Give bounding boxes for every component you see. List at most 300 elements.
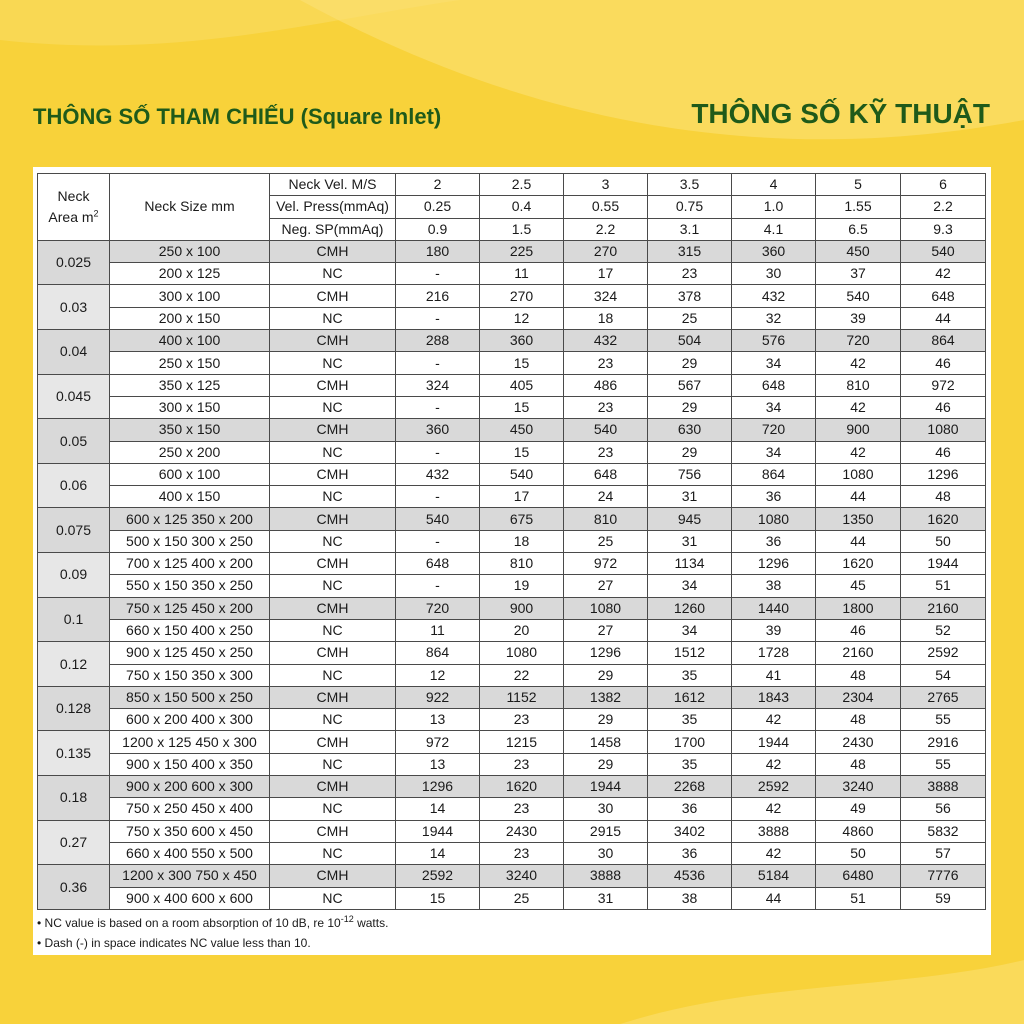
table-row — [38, 597, 986, 619]
value-cell: 42 — [816, 352, 901, 374]
value-cell: 42 — [732, 798, 816, 820]
value-cell: 540 — [564, 419, 648, 441]
neck-area-cell: 0.12 — [38, 642, 110, 687]
value-cell: 29 — [648, 441, 732, 463]
neck-size-cell: 750 x 125 450 x 200 — [110, 597, 270, 619]
value-cell: 324 — [396, 374, 480, 396]
value-cell: 1080 — [901, 419, 986, 441]
value-cell: 25 — [480, 887, 564, 909]
neck-size-cell: 400 x 150 — [110, 486, 270, 508]
value-cell: 29 — [564, 753, 648, 775]
value-cell: 29 — [564, 664, 648, 686]
footnote-dash: • Dash (-) in space indicates NC value less than 10. — [37, 936, 311, 950]
neck-area-header-line1: Neck — [57, 187, 90, 204]
type-cell: CMH — [270, 820, 396, 842]
value-cell: 25 — [648, 307, 732, 329]
value-cell: 45 — [816, 575, 901, 597]
type-cell: CMH — [270, 686, 396, 708]
type-cell: CMH — [270, 776, 396, 798]
neck-area-header-line2: Area $m^2$ — [48, 208, 99, 225]
type-cell: NC — [270, 753, 396, 775]
type-cell: NC — [270, 486, 396, 508]
type-cell: NC — [270, 619, 396, 641]
value-cell: 648 — [564, 463, 648, 485]
value-cell: 1944 — [396, 820, 480, 842]
value-cell: 41 — [732, 664, 816, 686]
header-cell: 2.2 — [901, 196, 986, 218]
value-cell: 13 — [396, 753, 480, 775]
footnotes — [37, 913, 388, 953]
value-cell: 5184 — [732, 865, 816, 887]
value-cell: 2268 — [648, 776, 732, 798]
value-cell: 720 — [396, 597, 480, 619]
value-cell: 34 — [732, 441, 816, 463]
value-cell: 324 — [564, 285, 648, 307]
value-cell: 378 — [648, 285, 732, 307]
value-cell: 4860 — [816, 820, 901, 842]
value-cell: 3240 — [480, 865, 564, 887]
header-cell: 0.55 — [564, 196, 648, 218]
value-cell: 1944 — [901, 553, 986, 575]
value-cell: 270 — [480, 285, 564, 307]
value-cell: 1080 — [816, 463, 901, 485]
type-cell: CMH — [270, 374, 396, 396]
value-cell: 57 — [901, 842, 986, 864]
neck-size-cell: 300 x 150 — [110, 396, 270, 418]
value-cell: 180 — [396, 240, 480, 262]
value-cell: 225 — [480, 240, 564, 262]
header-cell: 9.3 — [901, 218, 986, 240]
spec-table — [37, 173, 986, 910]
value-cell: 7776 — [901, 865, 986, 887]
value-cell: 39 — [732, 619, 816, 641]
type-cell: NC — [270, 709, 396, 731]
value-cell: 1944 — [732, 731, 816, 753]
value-cell: 35 — [648, 709, 732, 731]
neck-size-cell: 750 x 350 600 x 450 — [110, 820, 270, 842]
type-cell: NC — [270, 441, 396, 463]
value-cell: 3888 — [901, 776, 986, 798]
value-cell: 1350 — [816, 508, 901, 530]
neck-size-cell: 750 x 150 350 x 300 — [110, 664, 270, 686]
type-cell: CMH — [270, 240, 396, 262]
header-cell: 3.1 — [648, 218, 732, 240]
value-cell: 56 — [901, 798, 986, 820]
neck-size-cell: 200 x 150 — [110, 307, 270, 329]
value-cell: 15 — [396, 887, 480, 909]
neck-area-cell: 0.025 — [38, 240, 110, 285]
value-cell: - — [396, 530, 480, 552]
value-cell: 1080 — [480, 642, 564, 664]
value-cell: 23 — [648, 263, 732, 285]
value-cell: 675 — [480, 508, 564, 530]
value-cell: 288 — [396, 330, 480, 352]
value-cell: 46 — [901, 441, 986, 463]
header-cell: 0.75 — [648, 196, 732, 218]
header-cell: 1.55 — [816, 196, 901, 218]
value-cell: 1296 — [901, 463, 986, 485]
value-cell: 17 — [480, 486, 564, 508]
value-cell: 1944 — [564, 776, 648, 798]
value-cell: 49 — [816, 798, 901, 820]
header-cell: 0.25 — [396, 196, 480, 218]
value-cell: 13 — [396, 709, 480, 731]
table-row — [38, 441, 986, 463]
header-cell: 2.2 — [564, 218, 648, 240]
value-cell: 36 — [732, 486, 816, 508]
neck-size-cell: 660 x 400 550 x 500 — [110, 842, 270, 864]
value-cell: 30 — [564, 842, 648, 864]
neck-size-cell: 700 x 125 400 x 200 — [110, 553, 270, 575]
value-cell: 360 — [396, 419, 480, 441]
header-cell: 2.5 — [480, 174, 564, 196]
neck-size-cell: 600 x 200 400 x 300 — [110, 709, 270, 731]
value-cell: 540 — [480, 463, 564, 485]
value-cell: 900 — [480, 597, 564, 619]
reference-title: THÔNG SỐ THAM CHIẾU (Square Inlet) — [33, 104, 442, 129]
value-cell: 15 — [480, 352, 564, 374]
value-cell: 42 — [901, 263, 986, 285]
value-cell: 34 — [648, 575, 732, 597]
value-cell: 2430 — [816, 731, 901, 753]
table-row — [38, 753, 986, 775]
value-cell: 1260 — [648, 597, 732, 619]
value-cell: 15 — [480, 441, 564, 463]
value-cell: 6480 — [816, 865, 901, 887]
value-cell: 11 — [396, 619, 480, 641]
value-cell: 14 — [396, 798, 480, 820]
value-cell: 270 — [564, 240, 648, 262]
value-cell: 44 — [901, 307, 986, 329]
value-cell: 2916 — [901, 731, 986, 753]
value-cell: 486 — [564, 374, 648, 396]
value-cell: 315 — [648, 240, 732, 262]
neck-size-cell: 500 x 150 300 x 250 — [110, 530, 270, 552]
value-cell: 2592 — [732, 776, 816, 798]
value-cell: 17 — [564, 263, 648, 285]
table-row — [38, 463, 986, 485]
neck-size-cell: 1200 x 300 750 x 450 — [110, 865, 270, 887]
table-row — [38, 419, 986, 441]
value-cell: 360 — [480, 330, 564, 352]
value-cell: 864 — [901, 330, 986, 352]
value-cell: 48 — [816, 753, 901, 775]
value-cell: 540 — [901, 240, 986, 262]
value-cell: 1843 — [732, 686, 816, 708]
value-cell: 1620 — [901, 508, 986, 530]
spec-title: THÔNG SỐ KỸ THUẬT — [691, 98, 990, 129]
value-cell: - — [396, 441, 480, 463]
table-row — [38, 486, 986, 508]
value-cell: 44 — [816, 486, 901, 508]
value-cell: 1296 — [396, 776, 480, 798]
value-cell: 51 — [816, 887, 901, 909]
value-cell: - — [396, 352, 480, 374]
type-cell: CMH — [270, 865, 396, 887]
value-cell: 504 — [648, 330, 732, 352]
value-cell: 432 — [396, 463, 480, 485]
header-cell: 0.9 — [396, 218, 480, 240]
neck-area-cell: 0.135 — [38, 731, 110, 776]
neck-area-cell: 0.09 — [38, 553, 110, 598]
value-cell: 972 — [396, 731, 480, 753]
type-cell: NC — [270, 887, 396, 909]
value-cell: 55 — [901, 753, 986, 775]
value-cell: 14 — [396, 842, 480, 864]
table-row — [38, 664, 986, 686]
value-cell: 2160 — [816, 642, 901, 664]
value-cell: 42 — [732, 709, 816, 731]
value-cell: 22 — [480, 664, 564, 686]
value-cell: 756 — [648, 463, 732, 485]
table-row — [38, 508, 986, 530]
value-cell: 23 — [480, 842, 564, 864]
header-cell: 1.0 — [732, 196, 816, 218]
value-cell: 34 — [732, 396, 816, 418]
value-cell: 4536 — [648, 865, 732, 887]
value-cell: 540 — [396, 508, 480, 530]
value-cell: 1440 — [732, 597, 816, 619]
neck-area-cell: 0.36 — [38, 865, 110, 910]
value-cell: 29 — [564, 709, 648, 731]
value-cell: 50 — [901, 530, 986, 552]
value-cell: 52 — [901, 619, 986, 641]
value-cell: 1512 — [648, 642, 732, 664]
value-cell: 54 — [901, 664, 986, 686]
value-cell: 15 — [480, 396, 564, 418]
type-cell: CMH — [270, 731, 396, 753]
value-cell: 720 — [732, 419, 816, 441]
neck-area-cell: 0.075 — [38, 508, 110, 553]
value-cell: 630 — [648, 419, 732, 441]
value-cell: 3402 — [648, 820, 732, 842]
value-cell: 44 — [816, 530, 901, 552]
value-cell: 1728 — [732, 642, 816, 664]
value-cell: 900 — [816, 419, 901, 441]
value-cell: 972 — [901, 374, 986, 396]
neck-size-cell: 600 x 125 350 x 200 — [110, 508, 270, 530]
value-cell: 23 — [564, 396, 648, 418]
value-cell: 576 — [732, 330, 816, 352]
value-cell: 432 — [564, 330, 648, 352]
neck-size-cell: 900 x 200 600 x 300 — [110, 776, 270, 798]
table-row — [38, 842, 986, 864]
table-row — [38, 307, 986, 329]
value-cell: 360 — [732, 240, 816, 262]
value-cell: 1134 — [648, 553, 732, 575]
type-cell: CMH — [270, 597, 396, 619]
value-cell: 51 — [901, 575, 986, 597]
neck-area-cell: 0.05 — [38, 419, 110, 464]
value-cell: 23 — [564, 441, 648, 463]
value-cell: 30 — [564, 798, 648, 820]
value-cell: 18 — [480, 530, 564, 552]
type-cell: NC — [270, 575, 396, 597]
value-cell: 567 — [648, 374, 732, 396]
value-cell: 27 — [564, 619, 648, 641]
header-cell: 0.4 — [480, 196, 564, 218]
neck-size-cell: 350 x 125 — [110, 374, 270, 396]
table-row — [38, 887, 986, 909]
value-cell: 432 — [732, 285, 816, 307]
neck-area-header — [38, 174, 110, 241]
neck-area-cell: 0.03 — [38, 285, 110, 330]
neck-size-cell: 350 x 150 — [110, 419, 270, 441]
neck-size-cell: 850 x 150 500 x 250 — [110, 686, 270, 708]
value-cell: 2160 — [901, 597, 986, 619]
table-row — [38, 709, 986, 731]
value-cell: 450 — [480, 419, 564, 441]
value-cell: 12 — [480, 307, 564, 329]
type-cell: CMH — [270, 642, 396, 664]
value-cell: 31 — [648, 530, 732, 552]
neck-size-cell: 900 x 125 450 x 250 — [110, 642, 270, 664]
value-cell: 12 — [396, 664, 480, 686]
value-cell: 37 — [816, 263, 901, 285]
value-cell: 2915 — [564, 820, 648, 842]
value-cell: 1296 — [564, 642, 648, 664]
neck-size-cell: 1200 x 125 450 x 300 — [110, 731, 270, 753]
value-cell: 1296 — [732, 553, 816, 575]
neck-size-cell: 750 x 250 450 x 400 — [110, 798, 270, 820]
value-cell: 450 — [816, 240, 901, 262]
table-row — [38, 553, 986, 575]
value-cell: 648 — [396, 553, 480, 575]
header-cell: 5 — [816, 174, 901, 196]
table-row — [38, 642, 986, 664]
value-cell: 46 — [901, 352, 986, 374]
neck-area-cell: 0.18 — [38, 776, 110, 821]
value-cell: 2592 — [396, 865, 480, 887]
value-cell: 48 — [901, 486, 986, 508]
table-row — [38, 285, 986, 307]
value-cell: 42 — [732, 842, 816, 864]
value-cell: 23 — [480, 798, 564, 820]
type-cell: CMH — [270, 285, 396, 307]
header-label: Neck Vel. M/S — [270, 174, 396, 196]
value-cell: 2430 — [480, 820, 564, 842]
type-cell: NC — [270, 798, 396, 820]
value-cell: 810 — [480, 553, 564, 575]
value-cell: 1620 — [816, 553, 901, 575]
neck-size-cell: 250 x 100 — [110, 240, 270, 262]
table-row — [38, 798, 986, 820]
value-cell: 42 — [816, 396, 901, 418]
value-cell: 46 — [816, 619, 901, 641]
value-cell: 1800 — [816, 597, 901, 619]
value-cell: 36 — [732, 530, 816, 552]
header-cell: 1.5 — [480, 218, 564, 240]
table-row — [38, 352, 986, 374]
table-row — [38, 240, 986, 262]
value-cell: 30 — [732, 263, 816, 285]
footnote-nc-basis: • NC value is based on a room absorption of 10 dB, re $10^{-12}$ watts. — [37, 914, 389, 930]
neck-size-cell: 900 x 150 400 x 350 — [110, 753, 270, 775]
value-cell: - — [396, 486, 480, 508]
neck-size-cell: 250 x 200 — [110, 441, 270, 463]
value-cell: 864 — [732, 463, 816, 485]
value-cell: - — [396, 396, 480, 418]
neck-area-cell: 0.045 — [38, 374, 110, 419]
neck-size-cell: 600 x 100 — [110, 463, 270, 485]
value-cell: 972 — [564, 553, 648, 575]
header-row — [38, 174, 986, 196]
value-cell: 59 — [901, 887, 986, 909]
table-row — [38, 374, 986, 396]
value-cell: - — [396, 575, 480, 597]
value-cell: 540 — [816, 285, 901, 307]
value-cell: 648 — [732, 374, 816, 396]
value-cell: 34 — [732, 352, 816, 374]
value-cell: 24 — [564, 486, 648, 508]
neck-size-cell: 200 x 125 — [110, 263, 270, 285]
value-cell: 42 — [816, 441, 901, 463]
table-row — [38, 575, 986, 597]
type-cell: NC — [270, 530, 396, 552]
header-cell: 3.5 — [648, 174, 732, 196]
value-cell: 31 — [648, 486, 732, 508]
table-row — [38, 396, 986, 418]
value-cell: 2304 — [816, 686, 901, 708]
neck-size-header: Neck Size mm — [110, 174, 270, 241]
value-cell: 922 — [396, 686, 480, 708]
type-cell: CMH — [270, 330, 396, 352]
neck-size-cell: 250 x 150 — [110, 352, 270, 374]
table-row — [38, 330, 986, 352]
neck-area-cell: 0.04 — [38, 330, 110, 375]
value-cell: 648 — [901, 285, 986, 307]
value-cell: 29 — [648, 396, 732, 418]
value-cell: 50 — [816, 842, 901, 864]
value-cell: 32 — [732, 307, 816, 329]
value-cell: 55 — [901, 709, 986, 731]
value-cell: 36 — [648, 842, 732, 864]
header-cell: 4 — [732, 174, 816, 196]
value-cell: 1152 — [480, 686, 564, 708]
value-cell: 2592 — [901, 642, 986, 664]
value-cell: 1080 — [732, 508, 816, 530]
table-row — [38, 731, 986, 753]
type-cell: NC — [270, 352, 396, 374]
value-cell: - — [396, 307, 480, 329]
value-cell: 23 — [480, 753, 564, 775]
value-cell: 25 — [564, 530, 648, 552]
value-cell: 31 — [564, 887, 648, 909]
value-cell: 46 — [901, 396, 986, 418]
value-cell: 2765 — [901, 686, 986, 708]
value-cell: 810 — [564, 508, 648, 530]
type-cell: CMH — [270, 508, 396, 530]
value-cell: 11 — [480, 263, 564, 285]
value-cell: 34 — [648, 619, 732, 641]
value-cell: 810 — [816, 374, 901, 396]
value-cell: 864 — [396, 642, 480, 664]
table-row — [38, 686, 986, 708]
table-row — [38, 776, 986, 798]
value-cell: 35 — [648, 753, 732, 775]
value-cell: - — [396, 263, 480, 285]
value-cell: 20 — [480, 619, 564, 641]
neck-size-cell: 400 x 100 — [110, 330, 270, 352]
header-cell: 3 — [564, 174, 648, 196]
neck-area-cell: 0.128 — [38, 686, 110, 731]
value-cell: 1700 — [648, 731, 732, 753]
header-cell: 4.1 — [732, 218, 816, 240]
header-label: Vel. Press(mmAq) — [270, 196, 396, 218]
value-cell: 3888 — [564, 865, 648, 887]
value-cell: 38 — [732, 575, 816, 597]
type-cell: CMH — [270, 463, 396, 485]
